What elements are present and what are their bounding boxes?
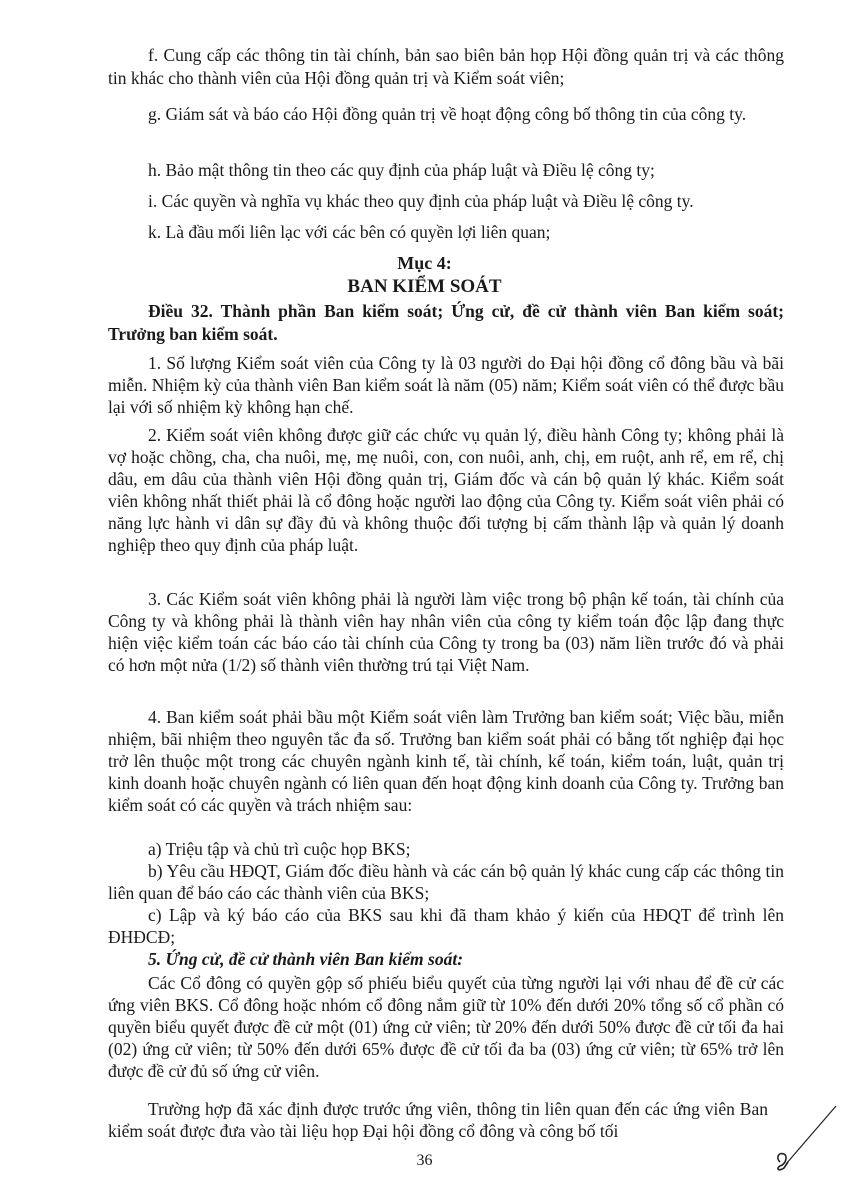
article-clause-5: Các Cổ đông có quyền gộp số phiếu biểu quyết của từng người lại với nhau để đề cử các ứng viên BKS. Cổ đông hoặc nhóm cổ đông nắm giữ từ 10% đến dưới 20% tổng số cổ phần có quyền biểu quyết được đề cử một (01) ứng cử viên; từ 20% đến dưới 50% được đề cử tối đa hai (02) ứng cử viên; từ 50% đến dưới 65% được đề cử tối đa ba (03) ứng cử viên; từ 65% trở lên được đề cử đủ số ứng cử viên.	[108, 973, 784, 1081]
item-i: i. Các quyền và nghĩa vụ khác theo quy định của pháp luật và Điều lệ công ty.	[148, 191, 694, 211]
article-clause-3: 3. Các Kiểm soát viên không phải là người làm việc trong bộ phận kế toán, tài chính của Công ty và không phải là thành viên hay nhân viên của công ty kiểm toán độc lập đang thực hiện việc kiểm toán các báo cáo tài chính của Công ty trong ba (03) năm liền trước đó và phải có hơn một nửa (1/2) số thành viên thường trú tại Việt Nam.	[108, 589, 784, 675]
article-clause-4b: b) Yêu cầu HĐQT, Giám đốc điều hành và các cán bộ quản lý khác cung cấp các thông tin liên quan để báo cáo các thành viên của BKS;	[108, 861, 784, 903]
section-title: BAN KIỂM SOÁT	[347, 276, 502, 297]
article-clause-2: 2. Kiểm soát viên không được giữ các chức vụ quản lý, điều hành Công ty; không phải là vợ hoặc chồng, cha, cha nuôi, mẹ, mẹ nuôi, con, con nuôi, anh, chị, em ruột, anh rể, em rể, chị dâu, em dâu của thành viên Hội đồng quản trị, Giám đốc và cán bộ quản lý khác. Kiểm soát viên không nhất thiết phải là cổ đông hoặc người lao động của Công ty. Kiểm soát viên phải có năng lực hành vi dân sự đầy đủ và không thuộc đối tượng bị cấm thành lập và quản lý doanh nghiệp theo quy định của pháp luật.	[108, 425, 784, 555]
signature-initial-icon	[772, 1100, 842, 1180]
article-clause-5-heading: 5. Ứng cử, đề cử thành viên Ban kiểm soát:	[148, 949, 464, 969]
article-clause-4a: a) Triệu tập và chủ trì cuộc họp BKS;	[148, 839, 411, 859]
item-g: g. Giám sát và báo cáo Hội đồng quản trị về hoạt động công bố thông tin của công ty.	[148, 104, 747, 124]
section-label: Mục 4:	[397, 253, 452, 273]
article-clause-4c: c) Lập và ký báo cáo của BKS sau khi đã tham khảo ý kiến của HĐQT để trình lên ĐHĐCĐ;	[108, 905, 784, 947]
item-f: f. Cung cấp các thông tin tài chính, bản sao biên bản họp Hội đồng quản trị và các thông tin khác cho thành viên của Hội đồng quản trị và Kiểm soát viên;	[108, 45, 784, 88]
item-h: h. Bảo mật thông tin theo các quy định của pháp luật và Điều lệ công ty;	[148, 160, 655, 180]
item-k: k. Là đầu mối liên lạc với các bên có quyền lợi liên quan;	[148, 222, 551, 242]
page-number: 36	[416, 1152, 433, 1169]
article-clause-1: 1. Số lượng Kiểm soát viên của Công ty là 03 người do Đại hội đồng cổ đông bầu và bãi miễn. Nhiệm kỳ của thành viên Ban kiểm soát là năm (05) năm; Kiểm soát viên có thể được bầu lại với số nhiệm kỳ không hạn chế.	[108, 353, 784, 417]
article-clause-4: 4. Ban kiểm soát phải bầu một Kiểm soát viên làm Trưởng ban kiểm soát; Việc bầu, miễn nhiệm, bãi nhiệm theo nguyên tắc đa số. Trưởng ban kiểm soát phải có bằng tốt nghiệp đại học trở lên thuộc một trong các chuyên ngành kinh tế, tài chính, kế toán, kiểm toán, luật, quản trị kinh doanh hoặc chuyên ngành có liên quan đến hoạt động kinh doanh của Công ty. Trưởng ban kiểm soát có các quyền và trách nhiệm sau:	[108, 707, 784, 815]
article-heading: Điều 32. Thành phần Ban kiểm soát; Ứng cử, đề cử thành viên Ban kiểm soát; Trưởng ban kiểm soát.	[108, 301, 784, 344]
article-clause-6: Trường hợp đã xác định được trước ứng viên, thông tin liên quan đến các ứng viên Ban kiểm soát được đưa vào tài liệu họp Đại hội đồng cổ đông và công bố tối	[108, 1099, 768, 1141]
